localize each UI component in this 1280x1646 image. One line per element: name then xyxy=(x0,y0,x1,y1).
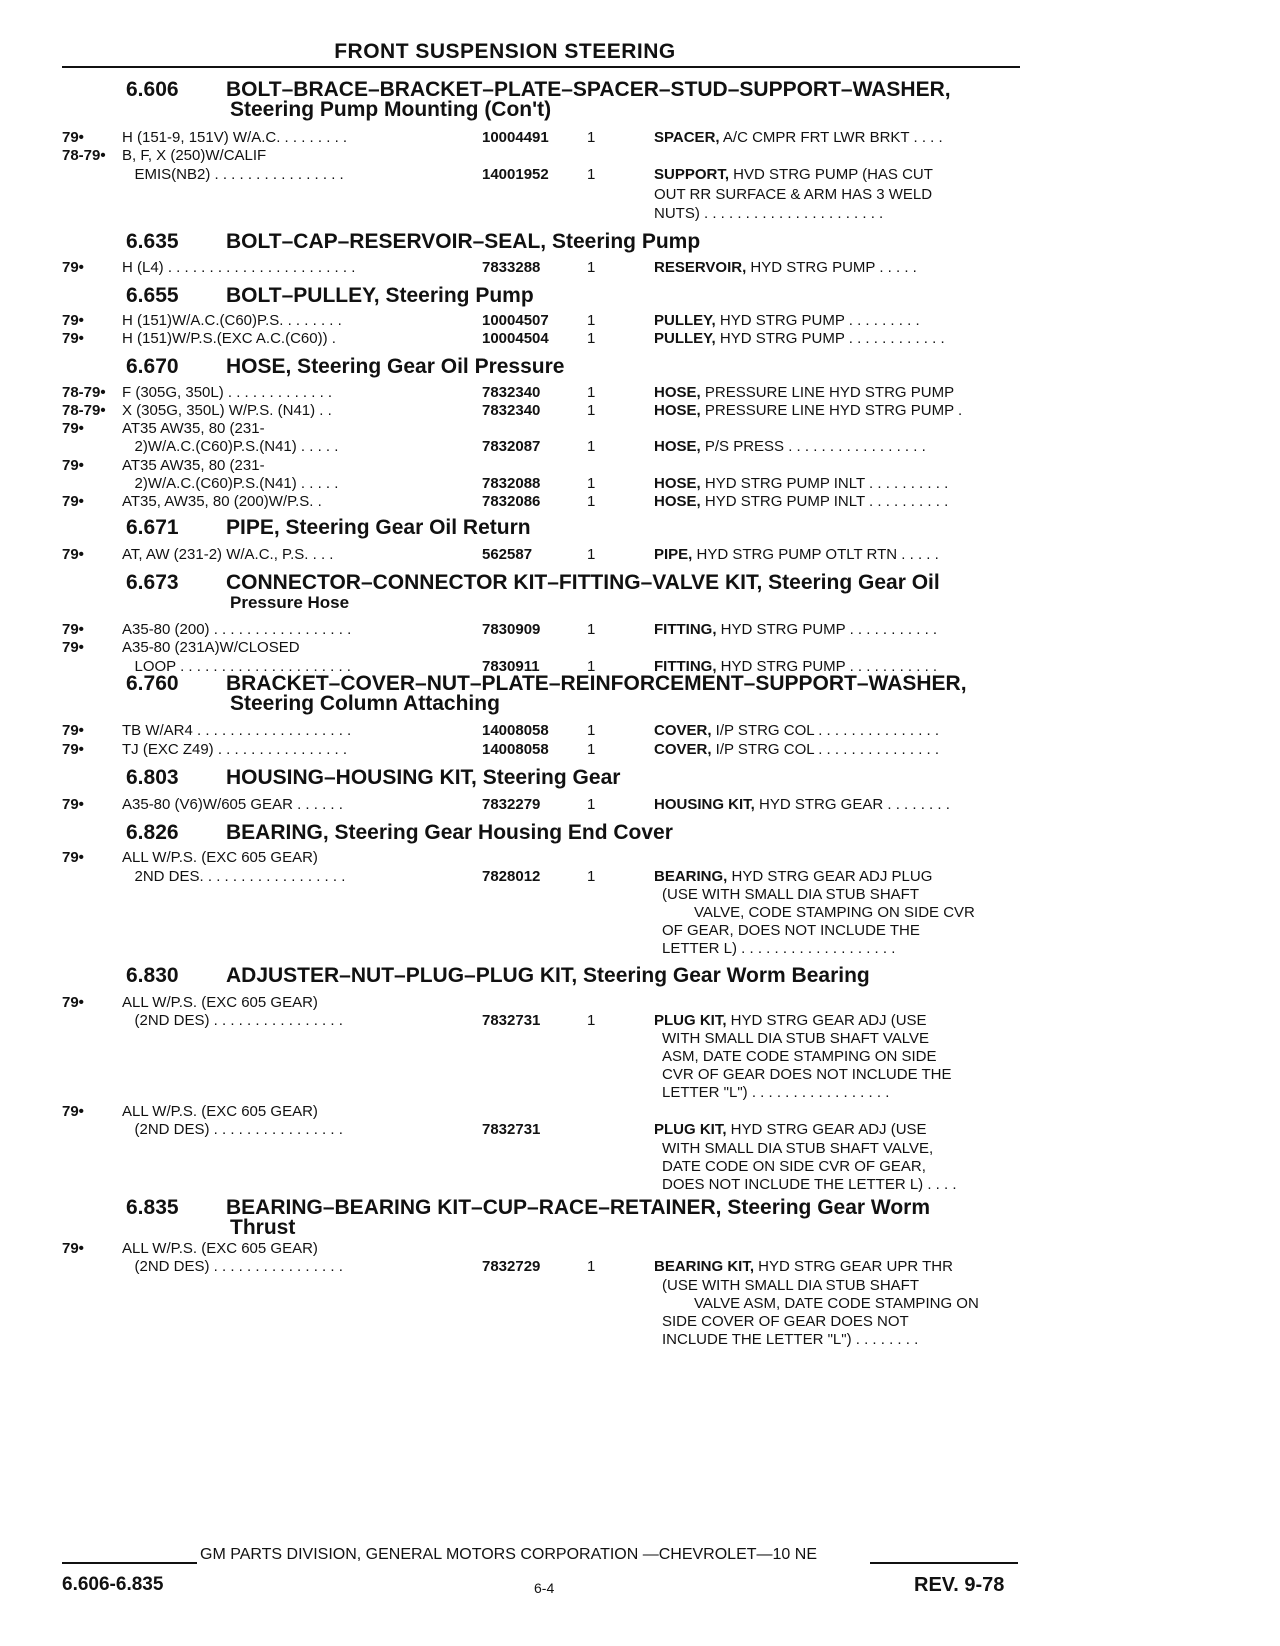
part-name: HOSE, xyxy=(654,475,701,492)
section-subtitle: Thrust xyxy=(230,1216,296,1239)
application: A35-80 (231A)W/CLOSED xyxy=(122,639,300,656)
section-title: PIPE, Steering Gear Oil Return xyxy=(226,516,531,539)
description xyxy=(654,1012,1024,1030)
application: A35-80 (V6)W/605 GEAR . . . . . . xyxy=(122,796,343,813)
footer-rule-left xyxy=(62,1562,197,1564)
section-6-670 xyxy=(126,357,564,377)
description xyxy=(654,438,1024,456)
quantity: 1 xyxy=(587,129,596,146)
part-number: 7832731 xyxy=(482,1121,541,1138)
section-6-830 xyxy=(126,966,870,986)
part-row xyxy=(62,741,1022,759)
description-continuation: INCLUDE THE LETTER "L") . . . . . . . . xyxy=(662,1331,919,1348)
application: A35-80 (200) . . . . . . . . . . . . . . . . . xyxy=(122,621,352,638)
footer-section-range: 6.606-6.835 xyxy=(62,1574,164,1595)
section-title: BRACKET–COVER–NUT–PLATE–REINFORCEMENT–SUPPORT–WASHER, xyxy=(226,672,967,695)
part-number: 7832087 xyxy=(482,438,541,455)
part-detail: PRESSURE LINE HYD STRG PUMP . xyxy=(700,402,963,419)
application: X (305G, 350L) W/P.S. (N41) . . xyxy=(122,402,332,419)
part-row xyxy=(62,639,1022,657)
part-name: RESERVOIR, xyxy=(654,259,747,276)
part-row xyxy=(62,658,1022,676)
description xyxy=(654,741,1024,759)
part-row xyxy=(62,722,1022,740)
part-number: 7832731 xyxy=(482,1012,541,1029)
quantity: 1 xyxy=(587,259,596,276)
part-name: HOSE, xyxy=(654,493,701,510)
part-number: 7832279 xyxy=(482,796,541,813)
footer-rule-right xyxy=(870,1562,1018,1564)
description-continuation: (USE WITH SMALL DIA STUB SHAFT xyxy=(662,886,919,903)
section-number: 6.673 xyxy=(126,571,179,594)
model-year: 79• xyxy=(62,621,84,638)
model-year: 78-79• xyxy=(62,384,106,401)
section-title: BOLT–PULLEY, Steering Pump xyxy=(226,284,534,307)
description xyxy=(654,493,1024,511)
description-continuation: DATE CODE ON SIDE CVR OF GEAR, xyxy=(662,1158,926,1175)
section-number: 6.803 xyxy=(126,766,179,789)
part-number: 7832340 xyxy=(482,402,541,419)
footer-page-number: 6-4 xyxy=(534,1580,555,1596)
description xyxy=(654,259,1024,277)
part-detail: HYD STRG GEAR . . . . . . . . xyxy=(754,796,950,813)
model-year: 79• xyxy=(62,312,84,329)
description xyxy=(654,384,1024,402)
application: H (151)W/A.C.(C60)P.S. . . . . . . . xyxy=(122,312,342,329)
part-row xyxy=(62,1103,1022,1121)
section-title: BOLT–CAP–RESERVOIR–SEAL, Steering Pump xyxy=(226,230,701,253)
part-row xyxy=(62,312,1022,330)
description xyxy=(654,722,1024,740)
description-continuation: WITH SMALL DIA STUB SHAFT VALVE xyxy=(662,1030,930,1047)
section-6-671 xyxy=(126,518,531,538)
model-year: 79• xyxy=(62,330,84,347)
section-number: 6.655 xyxy=(126,284,179,307)
quantity: 1 xyxy=(587,1012,596,1029)
part-name: PIPE, xyxy=(654,546,693,563)
model-year: 79• xyxy=(62,457,84,474)
application: ALL W/P.S. (EXC 605 GEAR) xyxy=(122,1240,318,1257)
section-title: HOUSING–HOUSING KIT, Steering Gear xyxy=(226,766,621,789)
description xyxy=(654,658,1024,676)
part-row xyxy=(62,384,1022,402)
application: EMIS(NB2) . . . . . . . . . . . . . . . . xyxy=(122,166,344,183)
part-detail: PRESSURE LINE HYD STRG PUMP xyxy=(700,384,955,401)
part-detail: HYD STRG GEAR ADJ (USE xyxy=(726,1012,927,1029)
part-name: BEARING, xyxy=(654,868,728,885)
section-subtitle: Steering Pump Mounting (Con't) xyxy=(230,98,552,121)
part-detail: HYD STRG PUMP . . . . . . . . . . . xyxy=(716,658,938,675)
quantity: 1 xyxy=(587,658,596,675)
part-detail: I/P STRG COL . . . . . . . . . . . . . . . xyxy=(711,722,940,739)
description-continuation: ASM, DATE CODE STAMPING ON SIDE xyxy=(662,1048,937,1065)
description-continuation: LETTER "L") . . . . . . . . . . . . . . . . . xyxy=(662,1084,890,1101)
part-row xyxy=(62,330,1022,348)
application: H (151)W/P.S.(EXC A.C.(C60)) . xyxy=(122,330,336,347)
application: (2ND DES) . . . . . . . . . . . . . . . . xyxy=(122,1012,343,1029)
part-number: 7832340 xyxy=(482,384,541,401)
description-continuation: VALVE ASM, DATE CODE STAMPING ON xyxy=(694,1295,979,1312)
description xyxy=(654,475,1024,493)
part-row xyxy=(62,1258,1022,1276)
part-name: BEARING KIT, xyxy=(654,1258,755,1275)
application: (2ND DES) . . . . . . . . . . . . . . . . xyxy=(122,1121,343,1138)
part-detail: HYD STRG GEAR ADJ (USE xyxy=(726,1121,927,1138)
description-continuation: DOES NOT INCLUDE THE LETTER L) . . . . xyxy=(662,1176,957,1193)
description xyxy=(654,868,1024,886)
application: (2ND DES) . . . . . . . . . . . . . . . . xyxy=(122,1258,343,1275)
part-row xyxy=(62,796,1022,814)
part-row xyxy=(62,402,1022,420)
model-year: 79• xyxy=(62,1240,84,1257)
part-number: 7832088 xyxy=(482,475,541,492)
application: TB W/AR4 . . . . . . . . . . . . . . . . . . . xyxy=(122,722,352,739)
section-6-673 xyxy=(126,573,940,613)
section-subtitle: Pressure Hose xyxy=(230,593,350,612)
model-year: 78-79• xyxy=(62,402,106,419)
part-name: FITTING, xyxy=(654,658,717,675)
model-year: 79• xyxy=(62,259,84,276)
part-name: HOSE, xyxy=(654,438,701,455)
part-name: COVER, xyxy=(654,722,712,739)
model-year: 79• xyxy=(62,741,84,758)
description xyxy=(654,129,1024,147)
application: ALL W/P.S. (EXC 605 GEAR) xyxy=(122,849,318,866)
section-number: 6.826 xyxy=(126,821,179,844)
part-detail: HVD STRG PUMP (HAS CUT xyxy=(729,166,933,183)
model-year: 78-79• xyxy=(62,147,106,164)
part-number: 14001952 xyxy=(482,166,549,183)
model-year: 79• xyxy=(62,849,84,866)
section-title: ADJUSTER–NUT–PLUG–PLUG KIT, Steering Gear Worm Bearing xyxy=(226,964,870,987)
part-number: 7830909 xyxy=(482,621,541,638)
model-year: 79• xyxy=(62,639,84,656)
part-row xyxy=(62,147,1022,165)
part-name: SPACER, xyxy=(654,129,720,146)
section-6-826 xyxy=(126,823,673,843)
part-row xyxy=(62,166,1022,184)
section-number: 6.635 xyxy=(126,230,179,253)
part-row xyxy=(62,457,1022,475)
part-row xyxy=(62,1240,1022,1258)
description-continuation: NUTS) . . . . . . . . . . . . . . . . . . . . . . xyxy=(654,205,884,222)
quantity: 1 xyxy=(587,1258,596,1275)
part-row xyxy=(62,994,1022,1012)
section-6-803 xyxy=(126,768,620,788)
part-number: 10004507 xyxy=(482,312,549,329)
description-continuation: (USE WITH SMALL DIA STUB SHAFT xyxy=(662,1277,919,1294)
description xyxy=(654,796,1024,814)
part-row xyxy=(62,438,1022,456)
section-title: BEARING, Steering Gear Housing End Cover xyxy=(226,821,673,844)
part-name: FITTING, xyxy=(654,621,717,638)
description-continuation: LETTER L) . . . . . . . . . . . . . . . . . . . xyxy=(662,940,896,957)
description-continuation: SIDE COVER OF GEAR DOES NOT xyxy=(662,1313,909,1330)
part-row xyxy=(62,493,1022,511)
quantity: 1 xyxy=(587,330,596,347)
quantity: 1 xyxy=(587,475,596,492)
section-title: HOSE, Steering Gear Oil Pressure xyxy=(226,355,565,378)
part-number: 7833288 xyxy=(482,259,541,276)
model-year: 79• xyxy=(62,546,84,563)
description xyxy=(654,330,1024,348)
part-detail: HYD STRG PUMP . . . . . . . . . . . . xyxy=(715,330,945,347)
quantity: 1 xyxy=(587,741,596,758)
part-name: PLUG KIT, xyxy=(654,1121,727,1138)
part-detail: HYD STRG PUMP INLT . . . . . . . . . . xyxy=(700,475,949,492)
section-number: 6.830 xyxy=(126,964,179,987)
section-title: BOLT–BRACE–BRACKET–PLATE–SPACER–STUD–SUPPORT–WASHER, xyxy=(226,78,951,101)
application: AT35 AW35, 80 (231- xyxy=(122,420,265,437)
quantity: 1 xyxy=(587,384,596,401)
footer-revision: REV. 9-78 xyxy=(914,1574,1005,1596)
part-number: 14008058 xyxy=(482,722,549,739)
quantity: 1 xyxy=(587,868,596,885)
application: AT35, AW35, 80 (200)W/P.S. . xyxy=(122,493,322,510)
part-name: PULLEY, xyxy=(654,312,716,329)
application: 2ND DES. . . . . . . . . . . . . . . . . . xyxy=(122,868,346,885)
model-year: 79• xyxy=(62,796,84,813)
part-row xyxy=(62,546,1022,564)
description-continuation: OUT RR SURFACE & ARM HAS 3 WELD xyxy=(654,186,933,203)
application: LOOP . . . . . . . . . . . . . . . . . . . . . xyxy=(122,658,351,675)
section-6-606 xyxy=(126,80,951,120)
part-detail: P/S PRESS . . . . . . . . . . . . . . . . . xyxy=(700,438,926,455)
application: 2)W/A.C.(C60)P.S.(N41) . . . . . xyxy=(122,475,339,492)
application: ALL W/P.S. (EXC 605 GEAR) xyxy=(122,994,318,1011)
part-number: 7832086 xyxy=(482,493,541,510)
quantity: 1 xyxy=(587,621,596,638)
part-detail: HYD STRG GEAR UPR THR xyxy=(754,1258,953,1275)
section-title: BEARING–BEARING KIT–CUP–RACE–RETAINER, Steering Gear Worm xyxy=(226,1196,931,1219)
section-number: 6.670 xyxy=(126,355,179,378)
section-number: 6.606 xyxy=(126,78,179,101)
description xyxy=(654,166,1024,184)
application: AT35 AW35, 80 (231- xyxy=(122,457,265,474)
section-title: CONNECTOR–CONNECTOR KIT–FITTING–VALVE KIT, Steering Gear Oil xyxy=(226,571,940,594)
quantity: 1 xyxy=(587,546,596,563)
quantity: 1 xyxy=(587,438,596,455)
model-year: 79• xyxy=(62,129,84,146)
part-name: PLUG KIT, xyxy=(654,1012,727,1029)
description xyxy=(654,402,1024,420)
part-row xyxy=(62,849,1022,867)
application: H (151-9, 151V) W/A.C. . . . . . . . . xyxy=(122,129,348,146)
description xyxy=(654,546,1024,564)
part-row xyxy=(62,420,1022,438)
application: 2)W/A.C.(C60)P.S.(N41) . . . . . xyxy=(122,438,339,455)
footer-publisher: GM PARTS DIVISION, GENERAL MOTORS CORPORATION —CHEVROLET—10 NE xyxy=(200,1546,817,1563)
part-number: 7832729 xyxy=(482,1258,541,1275)
part-detail: I/P STRG COL . . . . . . . . . . . . . . . xyxy=(711,741,940,758)
quantity: 1 xyxy=(587,796,596,813)
description xyxy=(654,621,1024,639)
part-number: 7828012 xyxy=(482,868,541,885)
header-rule xyxy=(62,66,1020,68)
application: AT, AW (231-2) W/A.C., P.S. . . . xyxy=(122,546,334,563)
part-row xyxy=(62,129,1022,147)
model-year: 79• xyxy=(62,994,84,1011)
part-row xyxy=(62,1121,1022,1139)
part-detail: HYD STRG PUMP OTLT RTN . . . . . xyxy=(692,546,939,563)
description xyxy=(654,1121,1024,1139)
quantity: 1 xyxy=(587,166,596,183)
part-row xyxy=(62,868,1022,886)
description-continuation: CVR OF GEAR DOES NOT INCLUDE THE xyxy=(662,1066,952,1083)
application: H (L4) . . . . . . . . . . . . . . . . . . . . . . . xyxy=(122,259,356,276)
page-header-title: FRONT SUSPENSION STEERING xyxy=(334,40,676,63)
part-row xyxy=(62,259,1022,277)
part-number: 562587 xyxy=(482,546,533,563)
section-6-760 xyxy=(126,674,967,714)
part-name: PULLEY, xyxy=(654,330,716,347)
description xyxy=(654,1258,1024,1276)
part-detail: HYD STRG PUMP . . . . . xyxy=(746,259,917,276)
part-number: 10004491 xyxy=(482,129,549,146)
section-6-655 xyxy=(126,286,534,306)
part-name: HOSE, xyxy=(654,384,701,401)
part-name: HOSE, xyxy=(654,402,701,419)
part-name: SUPPORT, xyxy=(654,166,730,183)
part-number: 14008058 xyxy=(482,741,549,758)
description-continuation: VALVE, CODE STAMPING ON SIDE CVR xyxy=(694,904,975,921)
part-row xyxy=(62,621,1022,639)
part-number: 7830911 xyxy=(482,658,540,675)
model-year: 79• xyxy=(62,722,84,739)
model-year: 79• xyxy=(62,420,84,437)
part-detail: A/C CMPR FRT LWR BRKT . . . . xyxy=(719,129,943,146)
model-year: 79• xyxy=(62,493,84,510)
section-6-635 xyxy=(126,232,700,252)
section-number: 6.835 xyxy=(126,1196,179,1219)
part-detail: HYD STRG PUMP INLT . . . . . . . . . . xyxy=(700,493,949,510)
part-number: 10004504 xyxy=(482,330,549,347)
description-continuation: OF GEAR, DOES NOT INCLUDE THE xyxy=(662,922,920,939)
section-number: 6.760 xyxy=(126,672,179,695)
section-number: 6.671 xyxy=(126,516,179,539)
quantity: 1 xyxy=(587,722,596,739)
description xyxy=(654,312,1024,330)
part-row xyxy=(62,1012,1022,1030)
application: F (305G, 350L) . . . . . . . . . . . . . xyxy=(122,384,333,401)
application: ALL W/P.S. (EXC 605 GEAR) xyxy=(122,1103,318,1120)
description-continuation: WITH SMALL DIA STUB SHAFT VALVE, xyxy=(662,1140,934,1157)
model-year: 79• xyxy=(62,1103,84,1120)
part-detail: HYD STRG PUMP . . . . . . . . . . . xyxy=(716,621,938,638)
part-detail: HYD STRG GEAR ADJ PLUG xyxy=(727,868,933,885)
part-detail: HYD STRG PUMP . . . . . . . . . xyxy=(715,312,920,329)
section-subtitle: Steering Column Attaching xyxy=(230,692,500,715)
part-name: HOUSING KIT, xyxy=(654,796,755,813)
quantity: 1 xyxy=(587,493,596,510)
part-name: COVER, xyxy=(654,741,712,758)
quantity: 1 xyxy=(587,312,596,329)
section-6-835 xyxy=(126,1198,930,1238)
quantity: 1 xyxy=(587,402,596,419)
part-row xyxy=(62,475,1022,493)
application: TJ (EXC Z49) . . . . . . . . . . . . . . . . xyxy=(122,741,348,758)
application: B, F, X (250)W/CALIF xyxy=(122,147,267,164)
